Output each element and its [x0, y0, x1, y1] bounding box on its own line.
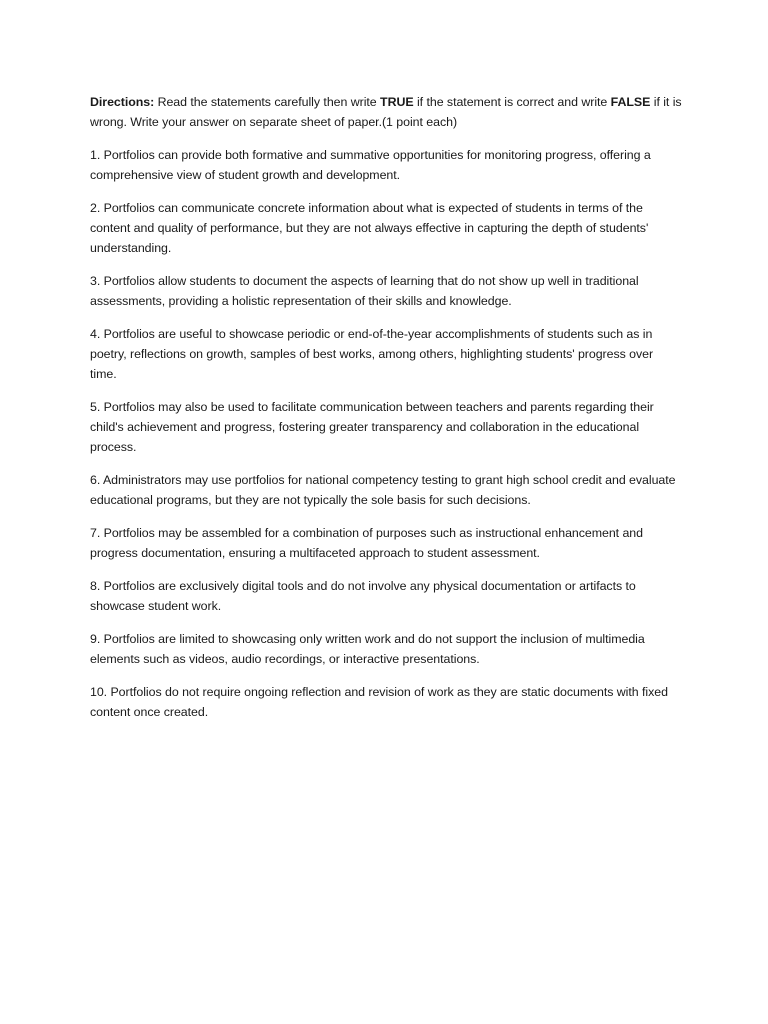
- true-keyword: TRUE: [380, 95, 414, 109]
- statement-item-8: 8. Portfolios are exclusively digital tools and do not involve any physical documentation or artifacts to showcase student work.: [90, 579, 636, 613]
- directions-text-3: if it is wrong. Write your answer on separate sheet of paper.(1 point each): [90, 95, 682, 129]
- statement-item-7: 7. Portfolios may be assembled for a combination of purposes such as instructional enhancement and progress documentation, ensuring a multifaceted approach to student assessment.: [90, 526, 643, 560]
- statement-item-3: 3. Portfolios allow students to document the aspects of learning that do not show up well in traditional assessments, providing a holistic representation of their skills and knowledge.: [90, 274, 639, 308]
- directions-text-2: if the statement is correct and write: [413, 95, 611, 109]
- statement-item-4: 4. Portfolios are useful to showcase periodic or end-of-the-year accomplishments of students such as in poetry, reflections on growth, samples of best works, among others, highlighting students' progress over time.: [90, 327, 654, 381]
- statement-item-1: 1. Portfolios can provide both formative and summative opportunities for monitoring progress, offering a comprehensive view of student growth and development.: [90, 148, 651, 182]
- statement-item-2: 2. Portfolios can communicate concrete information about what is expected of students in terms of the content and quality of performance, but they are not always effective in capturing the depth of students' understanding.: [90, 201, 649, 255]
- statement-item-6: 6. Administrators may use portfolios for national competency testing to grant high school credit and evaluate educational programs, but they are not typically the sole basis for such decisions.: [90, 473, 676, 507]
- directions-label: Directions:: [90, 95, 155, 109]
- statement-item-10: 10. Portfolios do not require ongoing reflection and revision of work as they are static documents with fixed content once created.: [90, 685, 668, 719]
- false-keyword: FALSE: [610, 95, 651, 109]
- document-body: [90, 92, 682, 735]
- statement-item-5: 5. Portfolios may also be used to facilitate communication between teachers and parents regarding their child's achievement and progress, fostering greater transparency and collaboration in the educational process.: [90, 400, 654, 454]
- directions-text-1: Read the statements carefully then write: [154, 95, 381, 109]
- statement-item-9: 9. Portfolios are limited to showcasing only written work and do not support the inclusion of multimedia elements such as videos, audio recordings, or interactive presentations.: [90, 632, 645, 666]
- directions-paragraph: [90, 92, 682, 132]
